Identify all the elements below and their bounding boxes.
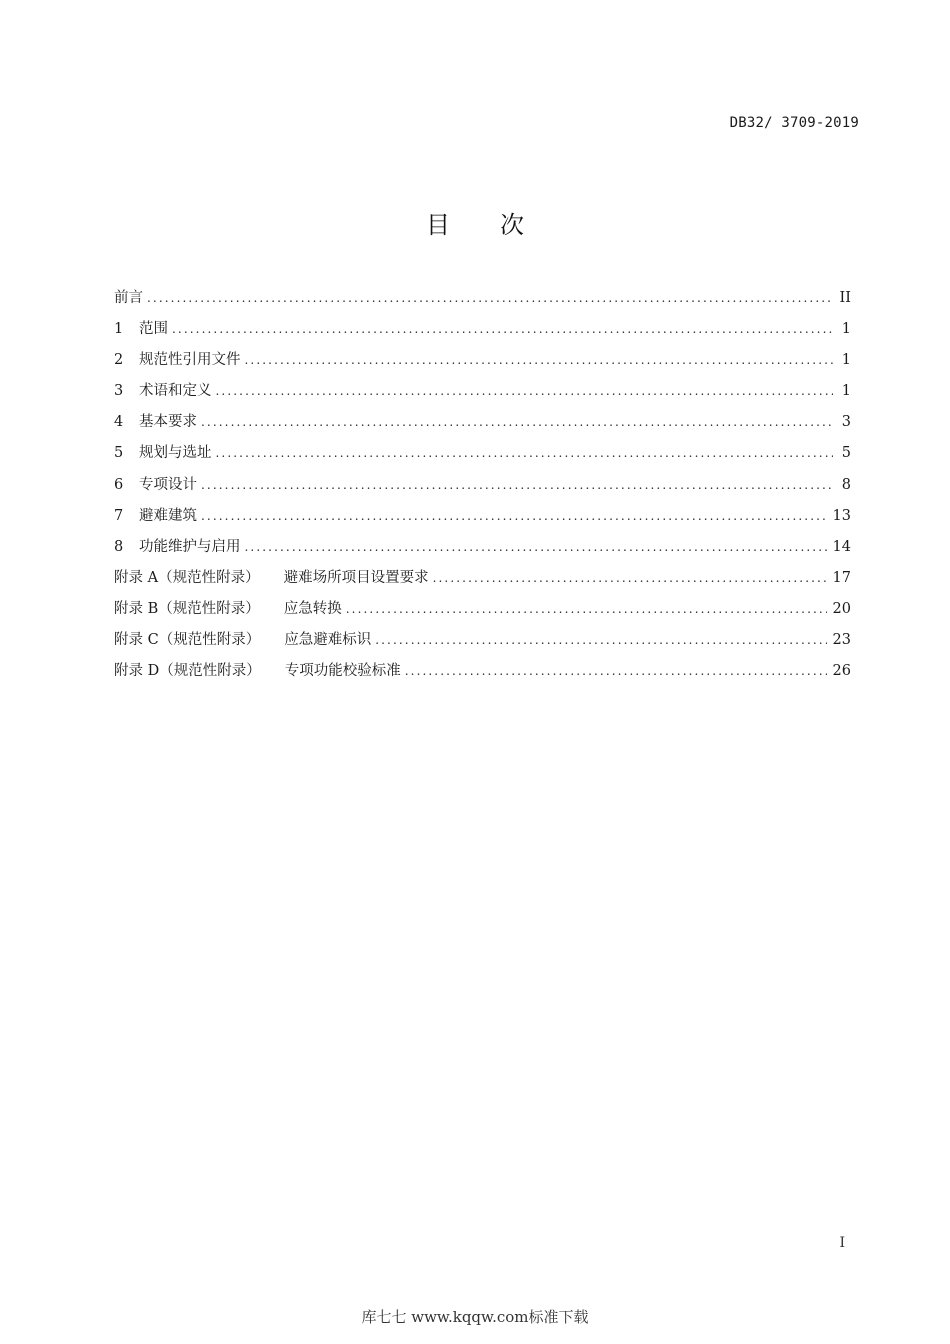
toc-entry-label: 规范性引用文件 <box>139 352 241 369</box>
document-code: DB32/ 3709-2019 <box>729 115 859 131</box>
toc-appendix-title: 专项功能校验标准 <box>284 663 401 680</box>
toc-leader-dots <box>201 474 833 496</box>
toc-entry-number: 8 <box>114 538 124 555</box>
toc-entry-label: 范围 <box>139 321 168 338</box>
table-of-contents <box>114 287 851 691</box>
toc-entry[interactable] <box>114 411 851 442</box>
toc-entry-number: 4 <box>114 414 124 431</box>
toc-appendix-label: 附录 D（规范性附录） <box>114 663 261 680</box>
toc-entry-label: 功能维护与启用 <box>139 538 241 555</box>
toc-entry-number: 2 <box>114 352 124 369</box>
toc-entry[interactable] <box>114 474 851 505</box>
title-part-2: 次 <box>500 211 524 239</box>
toc-leader-dots <box>405 660 827 682</box>
toc-appendix-title: 应急转换 <box>283 600 342 617</box>
toc-appendix-title: 应急避难标识 <box>284 632 372 649</box>
toc-entry-number: 3 <box>114 383 124 400</box>
toc-leader-dots <box>201 505 827 527</box>
toc-entry-label: 规划与选址 <box>139 445 212 462</box>
toc-appendix-entry[interactable] <box>114 629 851 660</box>
toc-entry-page: 20 <box>832 600 851 617</box>
toc-appendix-label: 附录 A（规范性附录） <box>114 569 260 586</box>
toc-entry[interactable] <box>114 349 851 380</box>
toc-leader-dots <box>433 567 827 589</box>
toc-leader-dots <box>147 287 833 309</box>
toc-entry-page: 14 <box>832 538 851 555</box>
toc-entry-page: 1 <box>841 383 851 400</box>
toc-entry-page: 26 <box>832 663 851 680</box>
toc-entry[interactable] <box>114 536 851 567</box>
toc-leader-dots <box>346 598 827 620</box>
toc-appendix-label: 附录 B（规范性附录） <box>114 600 260 617</box>
toc-entry-label: 专项设计 <box>139 476 197 493</box>
toc-entry-page: 5 <box>841 445 851 462</box>
toc-appendix-entry[interactable] <box>114 567 851 598</box>
title-part-1: 目 <box>426 211 450 239</box>
toc-entry-label: 术语和定义 <box>139 383 212 400</box>
toc-entry-page: 1 <box>841 352 851 369</box>
footer-watermark-text: 库七七 www.kqqw.com标准下载 <box>361 1308 589 1326</box>
toc-entry[interactable] <box>114 318 851 349</box>
toc-appendix-entry[interactable] <box>114 660 851 691</box>
toc-entry-number: 5 <box>114 445 124 462</box>
toc-leader-dots <box>245 349 834 371</box>
toc-leader-dots <box>375 629 826 651</box>
toc-entry[interactable] <box>114 442 851 473</box>
toc-entry-page: 8 <box>841 476 851 493</box>
toc-entry-number: 1 <box>114 321 124 338</box>
toc-leader-dots <box>245 536 827 558</box>
toc-appendix-title: 避难场所项目设置要求 <box>283 569 429 586</box>
toc-entry-number: 6 <box>114 476 124 493</box>
page-title <box>0 205 950 240</box>
toc-entry-page: 1 <box>841 321 851 338</box>
toc-appendix-entry[interactable] <box>114 598 851 629</box>
toc-entry[interactable] <box>114 380 851 411</box>
toc-entry-label: 基本要求 <box>139 414 197 431</box>
toc-entry[interactable] <box>114 505 851 536</box>
toc-entry[interactable] <box>114 287 851 318</box>
toc-entry-page: 13 <box>832 507 851 524</box>
toc-appendix-label: 附录 C（规范性附录） <box>114 632 261 649</box>
page-number: I <box>839 1235 845 1251</box>
toc-leader-dots <box>172 318 833 340</box>
toc-entry-label: 前言 <box>114 290 143 306</box>
toc-entry-page: 3 <box>841 414 851 431</box>
toc-entry-number: 7 <box>114 507 124 524</box>
toc-entry-page: II <box>839 290 851 306</box>
toc-entry-label: 避难建筑 <box>139 507 197 524</box>
toc-leader-dots <box>201 411 833 433</box>
toc-entry-page: 17 <box>832 569 851 586</box>
toc-leader-dots <box>216 442 834 464</box>
toc-entry-page: 23 <box>832 632 851 649</box>
toc-leader-dots <box>216 380 834 402</box>
